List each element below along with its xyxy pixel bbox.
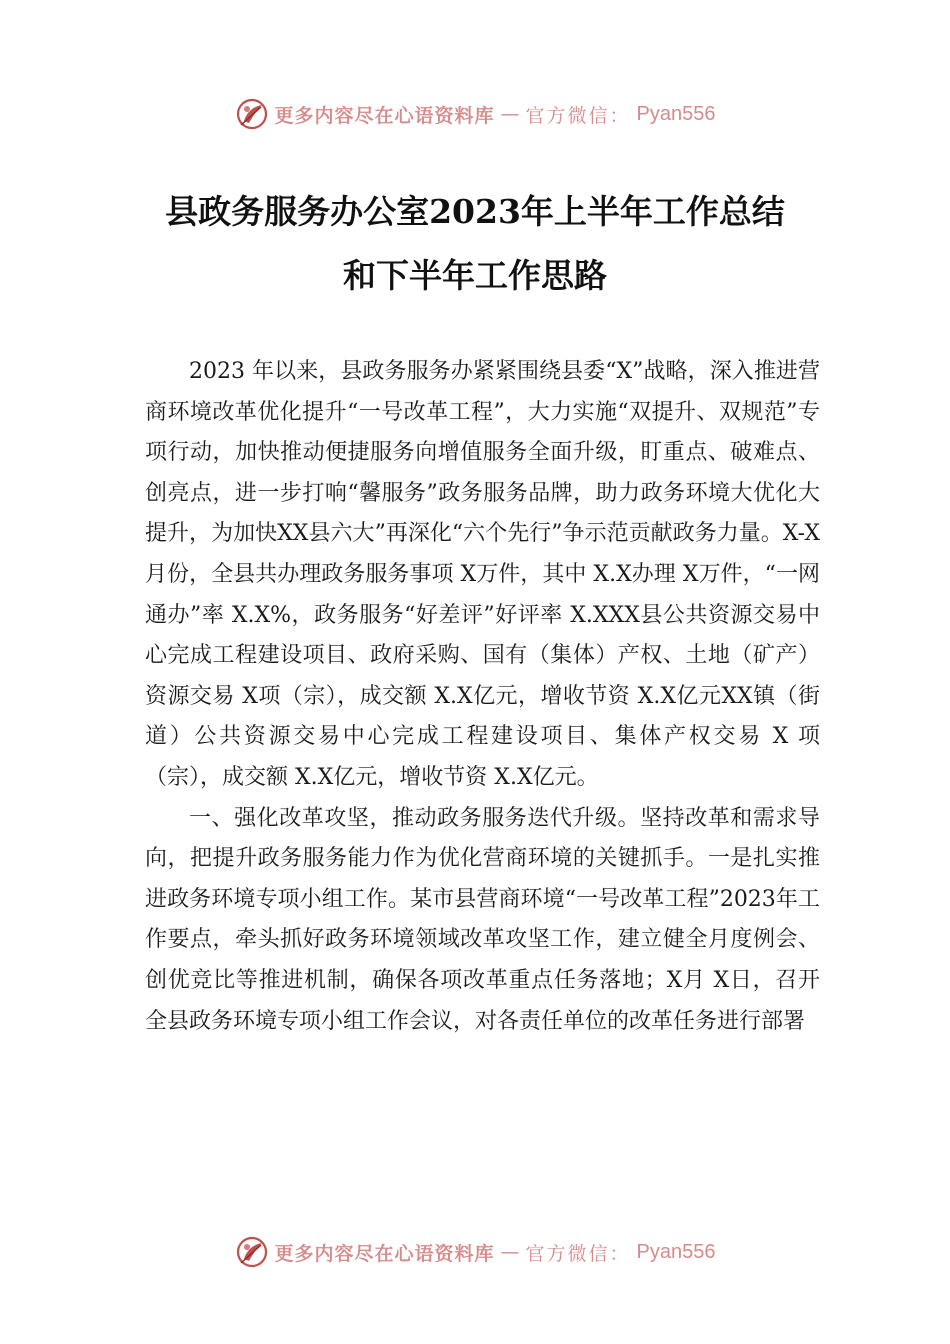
banner-wechat-label: 官方微信：: [525, 104, 631, 127]
banner-wechat-id: Pyan556: [636, 102, 716, 125]
title-line-2: 和下半年工作思路: [343, 256, 607, 295]
banner-wechat-id: Pyan556: [636, 1240, 716, 1263]
brand-logo-icon: [235, 1235, 269, 1269]
header-banner: [0, 94, 950, 134]
brand-logo-icon: [235, 97, 269, 131]
title-line-1: 县政务服务办公室2023年上半年工作总结: [165, 192, 785, 231]
banner-main-text: 更多内容尽在心语资料库: [274, 1242, 495, 1265]
banner-dash: —: [500, 1241, 520, 1263]
document-title: [0, 180, 950, 308]
paragraph-intro: 2023 年以来，县政务服务办紧紧围绕县委“X”战略，深入推进营商环境改革优化提升“一号改革工程”，大力实施“双提升、双规范”专项行动，加快推动便捷服务向增值服务全面升级，盯重点、破难点、创亮点，进一步打响“馨服务”政务服务品牌，助力政务环境大优化大提升，为加快XX县六大”再深化“六个先行”争示范贡献政务力量。X-X月份，全县共办理政务服务事项 X万件，其中 X.X办理 X万件，“一网通办”率 X.X%，政务服务“好差评”好评率 X.XXX县公共资源交易中心完成工程建设项目、政府采购、国有（集体）产权、土地（矿产）资源交易 X项（宗），成交额 X.X亿元，增收节资 X.X亿元XX镇（街道）公共资源交易中心完成工程建设项目、集体产权交易 X 项（宗），成交额 X.X亿元，增收节资 X.X亿元。: [145, 359, 820, 790]
paragraph-section-1: 一、强化改革攻坚，推动政务服务迭代升级。坚持改革和需求导向，把提升政务服务能力作为优化营商环境的关键抓手。一是扎实推进政务环境专项小组工作。某市县营商环境“一号改革工程”2023年工作要点，牵头抓好政务环境领域改革攻坚工作，建立健全月度例会、创优竞比等推进机制，确保各项改革重点任务落地；X月 X日，召开全县政务环境专项小组工作会议，对各责任单位的改革任务进行部署: [145, 805, 820, 1034]
banner-main-text: 更多内容尽在心语资料库: [274, 104, 495, 127]
banner-dash: —: [500, 103, 520, 125]
document-body: [145, 352, 820, 1042]
footer-banner: [0, 1232, 950, 1272]
banner-wechat-label: 官方微信：: [525, 1242, 631, 1265]
